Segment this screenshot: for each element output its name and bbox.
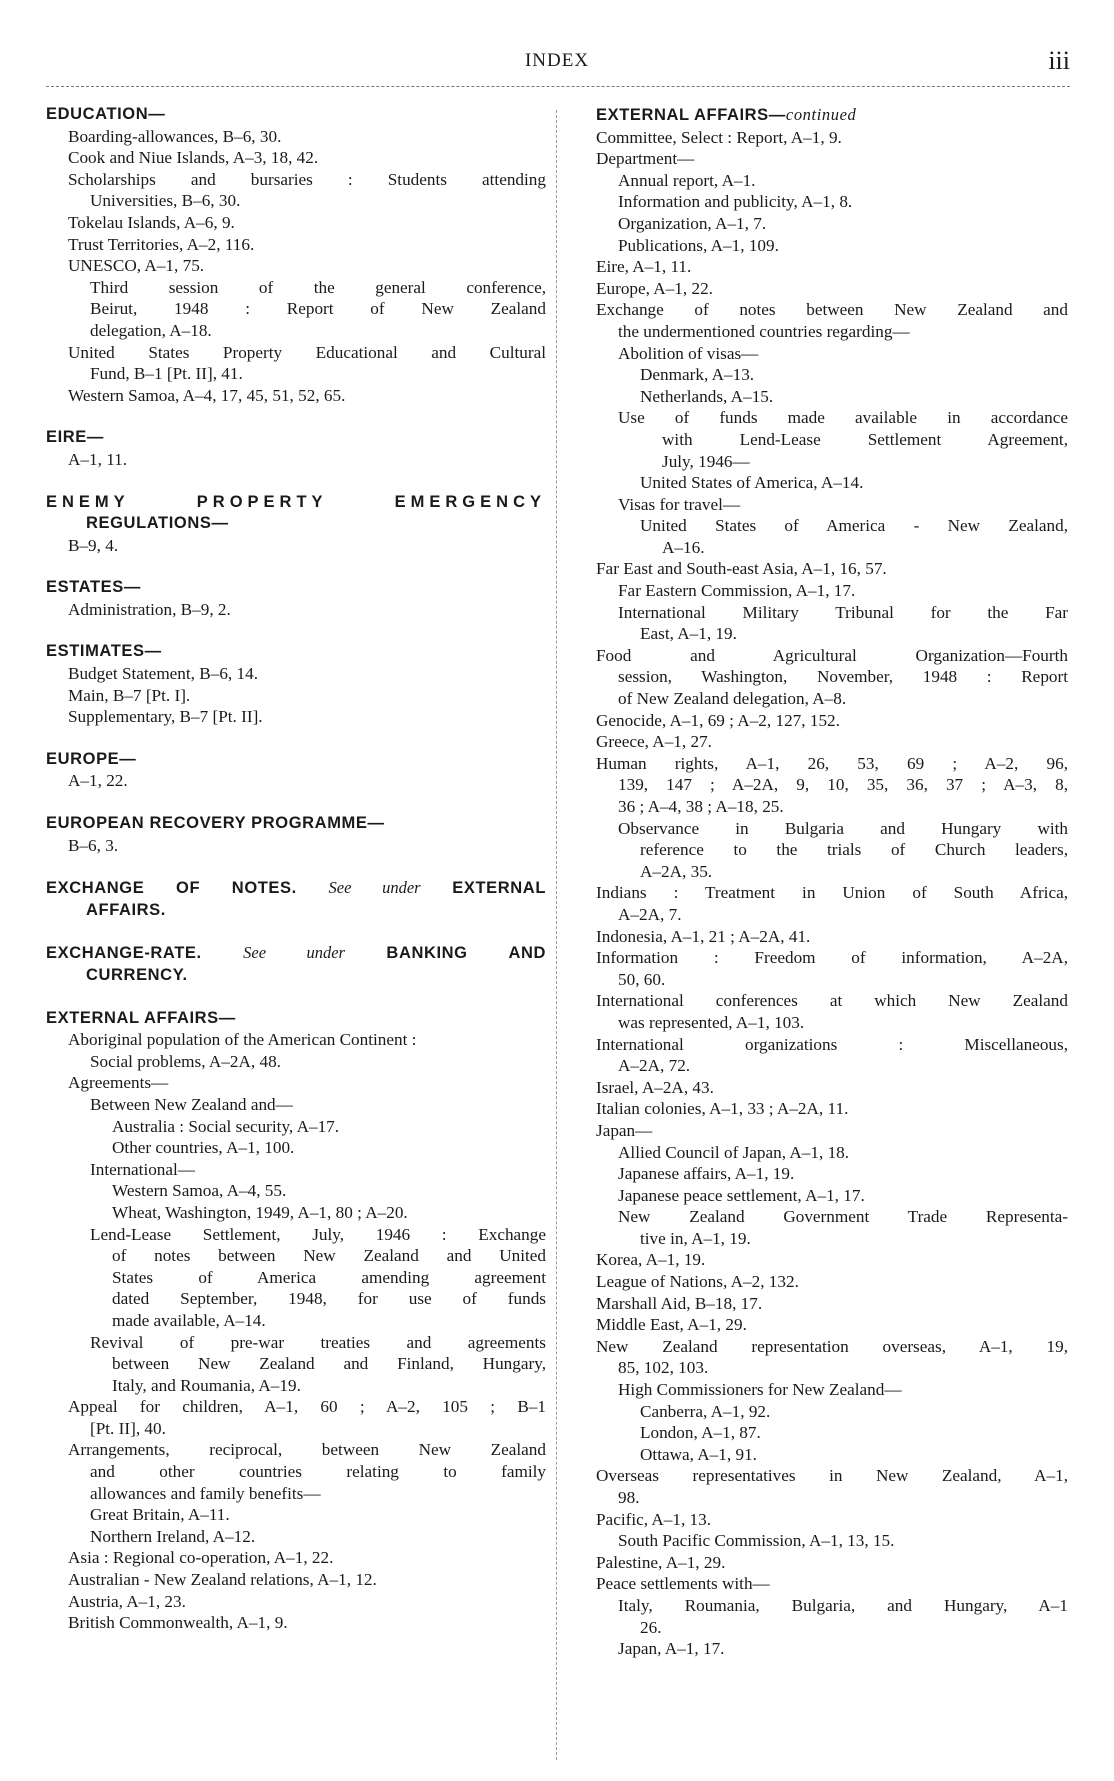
index-line: Western Samoa, A–4, 55. — [112, 1181, 287, 1201]
index-line: Western Samoa, A–4, 17, 45, 51, 52, 65. — [68, 385, 346, 405]
index-line: Other countries, A–1, 100. — [112, 1138, 295, 1158]
entry-heading: EIRE— — [46, 428, 105, 447]
index-entry — [46, 813, 546, 856]
page-header — [0, 0, 1114, 100]
index-entry — [46, 104, 546, 406]
index-line: Japan, A–1, 17. — [618, 1639, 725, 1659]
page-number: iii — [1048, 46, 1070, 75]
page-title: INDEX — [524, 50, 590, 71]
index-line: Far Eastern Commission, A–1, 17. — [618, 581, 856, 601]
entry-heading — [596, 104, 1068, 127]
index-line: Trust Territories, A–2, 116. — [68, 234, 255, 254]
index-line: Committee, Select : Report, A–1, 9. — [596, 127, 842, 147]
index-entry — [46, 577, 546, 620]
index-line: Main, B–7 [Pt. I]. — [68, 685, 191, 705]
index-line: of New Zealand delegation, A–8. — [618, 689, 847, 709]
index-line: Denmark, A–13. — [640, 365, 755, 385]
index-line: between New Zealand and Finland, Hungary, — [112, 1354, 546, 1374]
index-entry — [46, 427, 546, 470]
index-line: 36 ; A–4, 38 ; A–18, 25. — [618, 797, 784, 816]
index-line: B–6, 3. — [68, 835, 119, 855]
index-line: Japanese affairs, A–1, 19. — [618, 1164, 795, 1184]
index-line: Far East and South-east Asia, A–1, 16, 57. — [596, 559, 887, 579]
index-line: High Commissioners for New Zealand— — [618, 1380, 902, 1400]
index-line: and other countries relating to family — [90, 1462, 546, 1482]
entry-heading — [46, 942, 546, 965]
index-entry — [46, 1008, 546, 1634]
index-line: tive in, A–1, 19. — [640, 1228, 751, 1248]
index-line: Arrangements, reciprocal, between New Zealand — [68, 1440, 546, 1460]
index-line: Human rights, A–1, 26, 53, 69 ; A–2, 96, — [596, 753, 1068, 773]
index-line: Third session of the general conference, — [90, 277, 546, 297]
header-rule — [46, 86, 1070, 87]
heading-text: EXCHANGE OF NOTES. — [46, 879, 297, 898]
entry-heading-continuation: REGULATIONS— — [86, 514, 229, 533]
index-line: was represented, A–1, 103. — [618, 1012, 805, 1032]
entry-heading: ESTATES— — [46, 578, 141, 597]
index-line: Beirut, 1948 : Report of New Zealand — [90, 299, 546, 319]
index-line: Italy, Roumania, Bulgaria, and Hungary, A–1 — [618, 1595, 1068, 1615]
entry-heading: EUROPEAN RECOVERY PROGRAMME— — [46, 814, 385, 833]
index-line: Publications, A–1, 109. — [618, 235, 779, 255]
index-line: session, Washington, November, 1948 : Report — [618, 667, 1068, 687]
index-line: Indians : Treatment in Union of South Africa, — [596, 883, 1068, 903]
heading-tail: EXTERNAL — [452, 879, 547, 898]
index-line: 98. — [618, 1488, 640, 1507]
entry-heading: EXTERNAL AFFAIRS— — [46, 1008, 236, 1027]
index-line: Aboriginal population of the American Continent : — [68, 1030, 417, 1050]
index-line: Between New Zealand and— — [90, 1094, 293, 1114]
index-line: Supplementary, B–7 [Pt. II]. — [68, 707, 263, 727]
index-line: Budget Statement, B–6, 14. — [68, 664, 259, 684]
heading-tail: BANKING AND — [386, 944, 547, 963]
index-line: Use of funds made available in accordance — [618, 408, 1068, 428]
index-line: New Zealand representation overseas, A–1, 19, — [596, 1336, 1068, 1356]
index-line: delegation, A–18. — [90, 320, 212, 340]
index-line: Visas for travel— — [618, 494, 741, 514]
index-line: Food and Agricultural Organization—Fourth — [596, 645, 1068, 665]
index-line: Northern Ireland, A–12. — [90, 1526, 256, 1546]
index-line: British Commonwealth, A–1, 9. — [68, 1613, 288, 1633]
index-line: Exchange of notes between New Zealand and — [596, 300, 1068, 320]
index-line: Tokelau Islands, A–6, 9. — [68, 212, 235, 232]
index-line: Australia : Social security, A–17. — [112, 1116, 340, 1136]
index-line: with Lend-Lease Settlement Agreement, — [662, 429, 1068, 449]
index-line: Great Britain, A–11. — [90, 1505, 230, 1525]
index-line: 85, 102, 103. — [618, 1358, 709, 1378]
index-line: Observance in Bulgaria and Hungary with — [618, 818, 1068, 838]
index-line: Italian colonies, A–1, 33 ; A–2A, 11. — [596, 1099, 849, 1119]
index-line: Abolition of visas— — [618, 343, 759, 363]
index-line: Allied Council of Japan, A–1, 18. — [618, 1142, 850, 1162]
index-line: International organizations : Miscellaneous, — [596, 1034, 1068, 1054]
continued-label: continued — [785, 105, 857, 124]
index-line: Cook and Niue Islands, A–3, 18, 42. — [68, 148, 319, 168]
index-entry — [46, 877, 546, 921]
index-line: Agreements— — [68, 1073, 169, 1093]
index-line: A–2A, 7. — [618, 904, 682, 924]
index-line: Netherlands, A–15. — [640, 386, 774, 406]
index-line: Palestine, A–1, 29. — [596, 1552, 726, 1572]
index-line: of notes between New Zealand and United — [112, 1246, 546, 1266]
index-line: 50, 60. — [618, 969, 666, 989]
index-line: Eire, A–1, 11. — [596, 257, 692, 277]
index-line: Europe, A–1, 22. — [596, 278, 713, 298]
index-line: Annual report, A–1. — [618, 170, 756, 190]
index-line: Italy, and Roumania, A–19. — [112, 1375, 301, 1395]
entry-heading-continuation: AFFAIRS. — [86, 900, 166, 919]
index-entry — [46, 942, 546, 986]
index-entry — [46, 641, 546, 727]
entry-heading: EDUCATION— — [46, 105, 166, 123]
index-line: reference to the trials of Church leaders, — [640, 840, 1068, 860]
index-line: United States of America - New Zealand, — [640, 516, 1068, 536]
index-line: allowances and family benefits— — [90, 1483, 321, 1503]
index-line: Indonesia, A–1, 21 ; A–2A, 41. — [596, 926, 811, 946]
index-line: International conferences at which New Zealand — [596, 991, 1068, 1011]
index-line: Asia : Regional co-operation, A–1, 22. — [68, 1548, 334, 1568]
index-line: A–1, 11. — [68, 449, 128, 469]
index-line: A–2A, 72. — [618, 1056, 691, 1076]
index-line: the undermentioned countries regarding— — [618, 321, 910, 341]
index-line: A–2A, 35. — [640, 861, 713, 881]
index-line: Boarding-allowances, B–6, 30. — [68, 126, 282, 146]
entry-heading: ENEMY PROPERTY EMERGENCY — [46, 492, 546, 511]
index-line: Austria, A–1, 23. — [68, 1591, 186, 1611]
index-line: Administration, B–9, 2. — [68, 599, 231, 619]
index-line: International Military Tribunal for the Far — [618, 602, 1068, 622]
heading-text: EXTERNAL AFFAIRS— — [596, 106, 786, 124]
index-line: Scholarships and bursaries : Students attending — [68, 169, 546, 189]
index-line: B–9, 4. — [68, 535, 119, 555]
index-line: dated September, 1948, for use of funds — [112, 1289, 546, 1309]
index-line: Social problems, A–2A, 48. — [90, 1051, 281, 1071]
index-line: Peace settlements with— — [596, 1574, 770, 1594]
index-line: 139, 147 ; A–2A, 9, 10, 35, 36, 37 ; A–3, 8, — [618, 775, 1068, 795]
index-line: UNESCO, A–1, 75. — [68, 256, 205, 276]
index-line: Japan— — [596, 1120, 653, 1140]
index-line: Japanese peace settlement, A–1, 17. — [618, 1185, 865, 1205]
index-line: [Pt. II], 40. — [90, 1418, 166, 1438]
index-line: United States Property Educational and Cultural — [68, 342, 546, 362]
index-line: Information : Freedom of information, A–2A, — [596, 948, 1068, 968]
entry-heading-continuation: CURRENCY. — [86, 966, 188, 984]
index-line: Appeal for children, A–1, 60 ; A–2, 105 ; B–1 — [68, 1397, 546, 1417]
index-line: Ottawa, A–1, 91. — [640, 1444, 757, 1464]
index-line: Universities, B–6, 30. — [90, 191, 241, 211]
index-line: Wheat, Washington, 1949, A–1, 80 ; A–20. — [112, 1202, 408, 1222]
left-column — [46, 104, 546, 1655]
entry-heading — [46, 877, 546, 900]
index-line: London, A–1, 87. — [640, 1423, 761, 1443]
index-line: International— — [90, 1159, 195, 1179]
entry-heading: EUROPE— — [46, 749, 137, 768]
index-entry — [46, 749, 546, 792]
index-line: United States of America, A–14. — [640, 473, 864, 493]
index-line: Marshall Aid, B–18, 17. — [596, 1293, 763, 1313]
index-entry — [46, 492, 546, 557]
index-line: Information and publicity, A–1, 8. — [618, 192, 853, 212]
index-line: A–16. — [662, 537, 705, 557]
index-line: Revival of pre-war treaties and agreements — [90, 1332, 546, 1352]
entry-heading: ESTIMATES— — [46, 642, 162, 661]
index-line: Overseas representatives in New Zealand, A–1, — [596, 1466, 1068, 1486]
index-line: Canberra, A–1, 92. — [640, 1401, 771, 1421]
index-line: Department— — [596, 149, 695, 169]
index-line: July, 1946— — [662, 451, 750, 471]
index-line: made available, A–14. — [112, 1310, 266, 1330]
index-line: South Pacific Commission, A–1, 13, 15. — [618, 1531, 895, 1551]
index-line: Lend-Lease Settlement, July, 1946 : Exchange — [90, 1224, 546, 1244]
index-line: 26. — [640, 1617, 662, 1637]
index-line: Australian - New Zealand relations, A–1, 12. — [68, 1570, 377, 1590]
see-reference: See under — [243, 943, 345, 963]
index-line: Organization, A–1, 7. — [618, 213, 767, 233]
heading-text: EXCHANGE-RATE. — [46, 944, 202, 963]
index-line: New Zealand Government Trade Representa- — [618, 1207, 1068, 1227]
index-line: Greece, A–1, 27. — [596, 732, 712, 752]
column-divider — [556, 110, 557, 1760]
index-line: Israel, A–2A, 43. — [596, 1077, 714, 1097]
index-line: Fund, B–1 [Pt. II], 41. — [90, 364, 243, 384]
right-column — [596, 104, 1068, 1660]
index-line: Middle East, A–1, 29. — [596, 1315, 747, 1335]
index-line: Pacific, A–1, 13. — [596, 1509, 712, 1529]
index-line: League of Nations, A–2, 132. — [596, 1272, 799, 1292]
see-reference: See under — [328, 878, 421, 898]
index-line: States of America amending agreement — [112, 1267, 546, 1287]
index-line: Korea, A–1, 19. — [596, 1250, 706, 1270]
index-line: Genocide, A–1, 69 ; A–2, 127, 152. — [596, 710, 840, 730]
index-line: A–1, 22. — [68, 771, 128, 791]
index-line: East, A–1, 19. — [640, 624, 737, 644]
